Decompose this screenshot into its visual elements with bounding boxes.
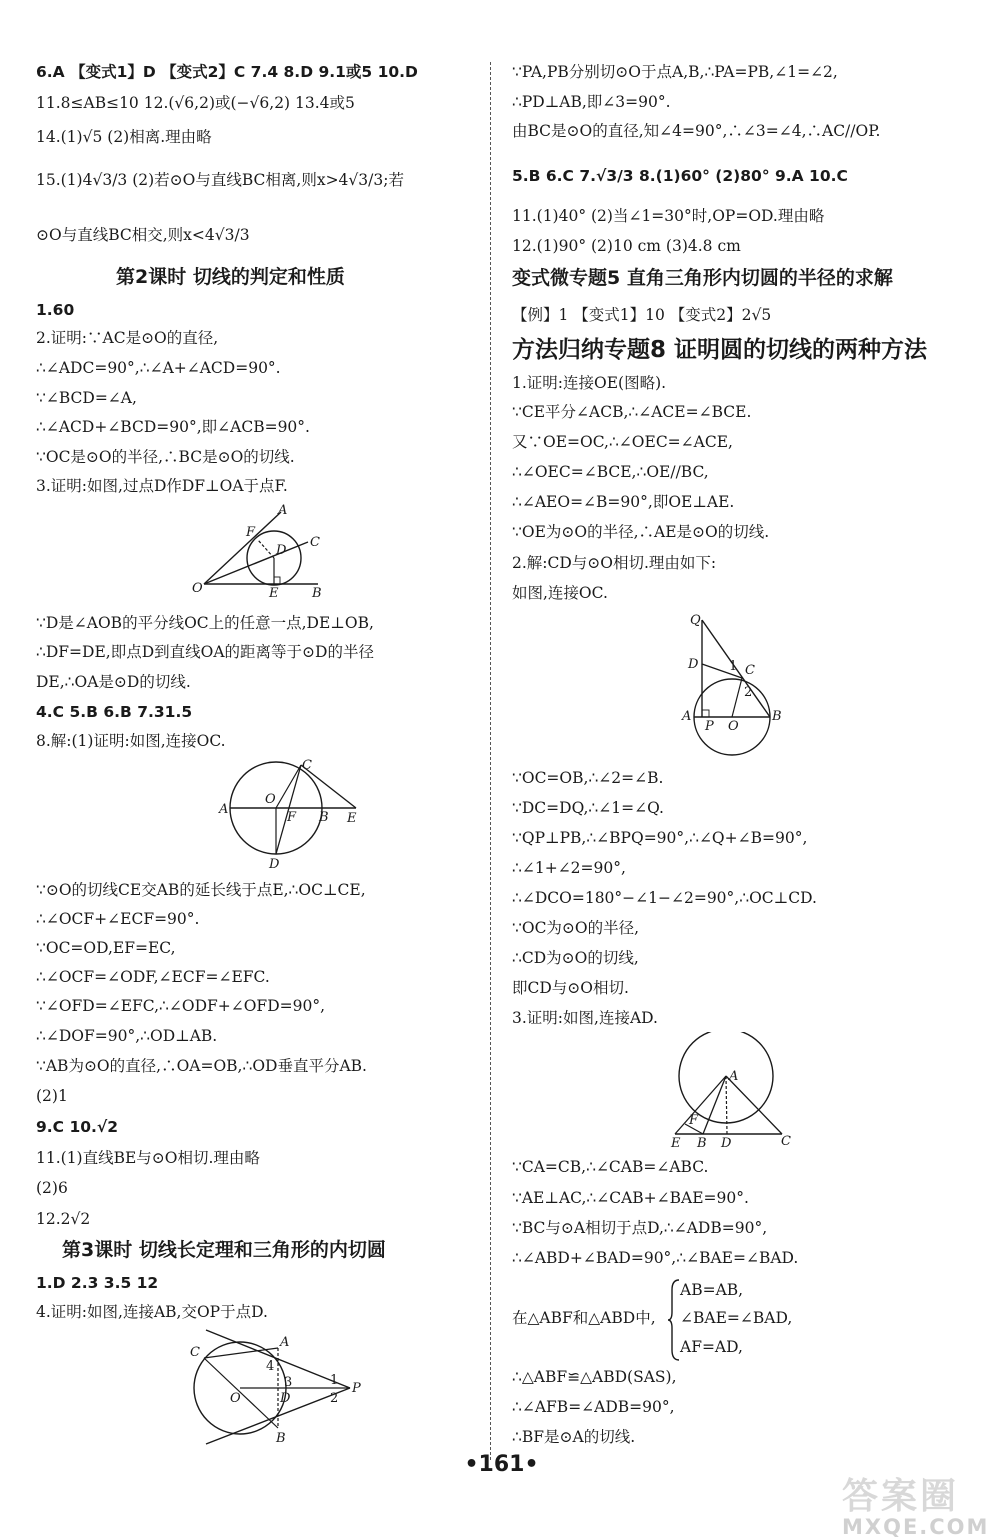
answer-line: ∵OC=OD,EF=EC,	[36, 939, 176, 957]
fig-label: A	[729, 1069, 739, 1084]
answer-line: 4.证明:如图,连接AB,交OP于点D.	[36, 1303, 268, 1321]
answer-line: ∴∠ACD+∠BCD=90°,即∠ACB=90°.	[36, 418, 310, 436]
answer-line: ∴∠1+∠2=90°,	[512, 859, 626, 877]
answer-line: ∵DC=DQ,∴∠1=∠Q.	[512, 799, 664, 817]
section-heading: 方法归纳专题8 证明圆的切线的两种方法	[512, 337, 928, 363]
fig-label: C	[190, 1345, 200, 1360]
answer-line: 3.证明:如图,过点D作DF⊥OA于点F.	[36, 477, 288, 495]
answer-line: 5.B 6.C 7.√3/3 8.(1)60° (2)80° 9.A 10.C	[512, 167, 848, 185]
answer-line: ∴∠DCO=180°−∠1−∠2=90°,∴OC⊥CD.	[512, 889, 817, 907]
watermark-url: MXQE.COM	[842, 1515, 990, 1539]
answer-line: ∵OC是⊙O的半径,∴BC是⊙O的切线.	[36, 448, 295, 466]
answer-line: ∴∠OCF=∠ODF,∠ECF=∠EFC.	[36, 968, 270, 986]
fig-label: F	[287, 810, 297, 825]
answer-line: 6.A 【变式1】D 【变式2】C 7.4 8.D 9.1或5 10.D	[36, 63, 418, 81]
answer-line: 如图,连接OC.	[512, 584, 608, 602]
answer-line: 由BC是⊙O的直径,知∠4=90°,∴∠3=∠4,∴AC//OP.	[512, 122, 881, 140]
fig-label: A	[219, 802, 229, 817]
fig-label: B	[276, 1431, 286, 1446]
fig-label: Q	[690, 613, 701, 628]
answer-line: 4.C 5.B 6.B 7.31.5	[36, 703, 193, 721]
answer-line: 14.(1)√5 (2)相离.理由略	[36, 128, 212, 146]
answer-line: ∵AE⊥AC,∴∠CAB+∠BAE=90°.	[512, 1189, 749, 1207]
fig-label: D	[721, 1136, 732, 1150]
brace-icon	[667, 1278, 681, 1362]
answer-line: 9.C 10.√2	[36, 1118, 119, 1136]
answer-line: ∵⊙O的切线CE交AB的延长线于点E,∴OC⊥CE,	[36, 881, 366, 899]
answer-line: ∴BF是⊙A的切线.	[512, 1428, 636, 1446]
answer-line: ⊙O与直线BC相交,则x<4√3/3	[36, 226, 250, 244]
answer-line: ∵∠BCD=∠A,	[36, 389, 137, 407]
section-heading: 变式微专题5 直角三角形内切圆的半径的求解	[512, 267, 893, 289]
figure-tangent-length	[180, 1326, 370, 1446]
section-heading: 第3课时 切线长定理和三角形的内切圆	[62, 1239, 386, 1261]
answer-line: 2.证明:∵AC是⊙O的直径,	[36, 329, 219, 347]
fig-label: B	[319, 810, 329, 825]
answer-line: ∴∠AEO=∠B=90°,即OE⊥AE.	[512, 493, 735, 511]
fig-label: E	[347, 811, 357, 826]
answer-line: ∴∠AFB=∠ADB=90°,	[512, 1398, 675, 1416]
answer-line: 3.证明:如图,连接AD.	[512, 1009, 658, 1027]
fig-label: E	[671, 1136, 681, 1150]
answer-line: (2)6	[36, 1179, 68, 1197]
answer-line: 11.8≤AB≤10 12.(√6,2)或(−√6,2) 13.4或5	[36, 94, 355, 112]
fig-label: F	[246, 525, 256, 540]
fig-label: O	[230, 1391, 241, 1406]
answer-line: 8.解:(1)证明:如图,连接OC.	[36, 732, 226, 750]
answer-line: ∴∠ABD+∠BAD=90°,∴∠BAE=∠BAD.	[512, 1249, 799, 1267]
answer-line: 12.(1)90° (2)10 cm (3)4.8 cm	[512, 237, 741, 255]
fig-label: 2	[744, 685, 753, 700]
fig-label: C	[302, 758, 312, 773]
fig-label: 1	[330, 1373, 339, 1388]
answer-line: ∵QP⊥PB,∴∠BPQ=90°,∴∠Q+∠B=90°,	[512, 829, 808, 847]
watermark-logo	[842, 1468, 992, 1539]
fig-label: B	[312, 586, 322, 600]
answer-line: 1.D 2.3 3.5 12	[36, 1274, 159, 1292]
fig-label: 2	[330, 1391, 339, 1406]
fig-label: 4	[266, 1359, 275, 1374]
figure-tangent-bisector	[186, 500, 336, 600]
answer-line: (2)1	[36, 1087, 68, 1105]
fig-label: O	[728, 719, 739, 734]
answer-line: 即CD与⊙O相切.	[512, 979, 629, 997]
answer-line: ∵CE平分∠ACB,∴∠ACE=∠BCE.	[512, 403, 752, 421]
answer-line: ∴△ABF≌△ABD(SAS),	[512, 1368, 677, 1386]
figure-cd-tangent	[672, 608, 802, 758]
system-line: ∠BAE=∠BAD,	[680, 1309, 793, 1327]
answer-line: ∵AB为⊙O的直径,∴OA=OB,∴OD垂直平分AB.	[36, 1057, 367, 1075]
answer-line: 11.(1)直线BE与⊙O相切.理由略	[36, 1149, 260, 1167]
fig-label: P	[705, 719, 714, 734]
fig-label: C	[310, 535, 320, 550]
fig-label: O	[265, 792, 276, 807]
answer-line: 2.解:CD与⊙O相切.理由如下:	[512, 554, 717, 572]
system-line: AF=AD,	[680, 1338, 743, 1356]
answer-line: 1.60	[36, 301, 75, 319]
answer-line: 12.2√2	[36, 1210, 91, 1228]
fig-label: P	[352, 1381, 361, 1396]
fig-label: D	[276, 543, 287, 558]
answer-line: ∵OC=OB,∴∠2=∠B.	[512, 769, 664, 787]
answer-line: 又∵OE=OC,∴∠OEC=∠ACE,	[512, 433, 733, 451]
fig-label: B	[697, 1136, 707, 1150]
answer-line: ∴∠DOF=90°,∴OD⊥AB.	[36, 1027, 218, 1045]
answer-line: ∴CD为⊙O的切线,	[512, 949, 639, 967]
fig-label: B	[772, 709, 782, 724]
answer-line: ∵OE为⊙O的半径,∴AE是⊙O的切线.	[512, 523, 770, 541]
column-divider	[490, 62, 491, 1460]
figure-circle-a-tangent	[667, 1032, 797, 1150]
answer-line: ∴∠OEC=∠BCE,∴OE//BC,	[512, 463, 709, 481]
fig-label: E	[269, 586, 279, 600]
answer-line: ∴DF=DE,即点D到直线OA的距离等于⊙D的半径	[36, 643, 374, 661]
page-number: •161•	[464, 1452, 539, 1477]
fig-label: D	[688, 657, 699, 672]
fig-label: F	[689, 1113, 699, 1128]
answer-line: 1.证明:连接OE(图略).	[512, 374, 667, 392]
answer-line: ∵PA,PB分别切⊙O于点A,B,∴PA=PB,∠1=∠2,	[512, 63, 838, 81]
fig-label: D	[269, 857, 280, 872]
fig-label: 3	[284, 1375, 293, 1390]
watermark-text: 答案圈	[842, 1476, 960, 1517]
answer-line: 11.(1)40° (2)当∠1=30°时,OP=OD.理由略	[512, 207, 825, 225]
answer-line: DE,∴OA是⊙D的切线.	[36, 673, 191, 691]
answer-line: ∵BC与⊙A相切于点D,∴∠ADB=90°,	[512, 1219, 768, 1237]
answer-line: ∵CA=CB,∴∠CAB=∠ABC.	[512, 1158, 709, 1176]
fig-label: A	[280, 1335, 290, 1350]
answer-line: 在△ABF和△ABD中,	[512, 1309, 656, 1327]
fig-label: 1	[729, 659, 738, 674]
section-heading: 第2课时 切线的判定和性质	[116, 266, 345, 288]
answer-line: 15.(1)4√3/3 (2)若⊙O与直线BC相离,则x>4√3/3;若	[36, 171, 404, 189]
answer-line: 【例】1 【变式1】10 【变式2】2√5	[512, 306, 772, 324]
answer-line: ∵OC为⊙O的半径,	[512, 919, 640, 937]
fig-label: A	[278, 503, 288, 518]
answer-line: ∴∠ADC=90°,∴∠A+∠ACD=90°.	[36, 359, 281, 377]
answer-line: ∵∠OFD=∠EFC,∴∠ODF+∠OFD=90°,	[36, 997, 326, 1015]
fig-label: C	[781, 1134, 791, 1149]
fig-label: D	[280, 1391, 291, 1406]
fig-label: C	[745, 663, 755, 678]
answer-line: ∴PD⊥AB,即∠3=90°.	[512, 93, 671, 111]
answer-line: ∵D是∠AOB的平分线OC上的任意一点,DE⊥OB,	[36, 614, 374, 632]
fig-label: A	[682, 709, 692, 724]
fig-label: O	[192, 581, 203, 596]
system-line: AB=AB,	[680, 1281, 744, 1299]
figure-circle-tangent-ce	[181, 755, 371, 875]
answer-line: ∴∠OCF+∠ECF=90°.	[36, 910, 200, 928]
